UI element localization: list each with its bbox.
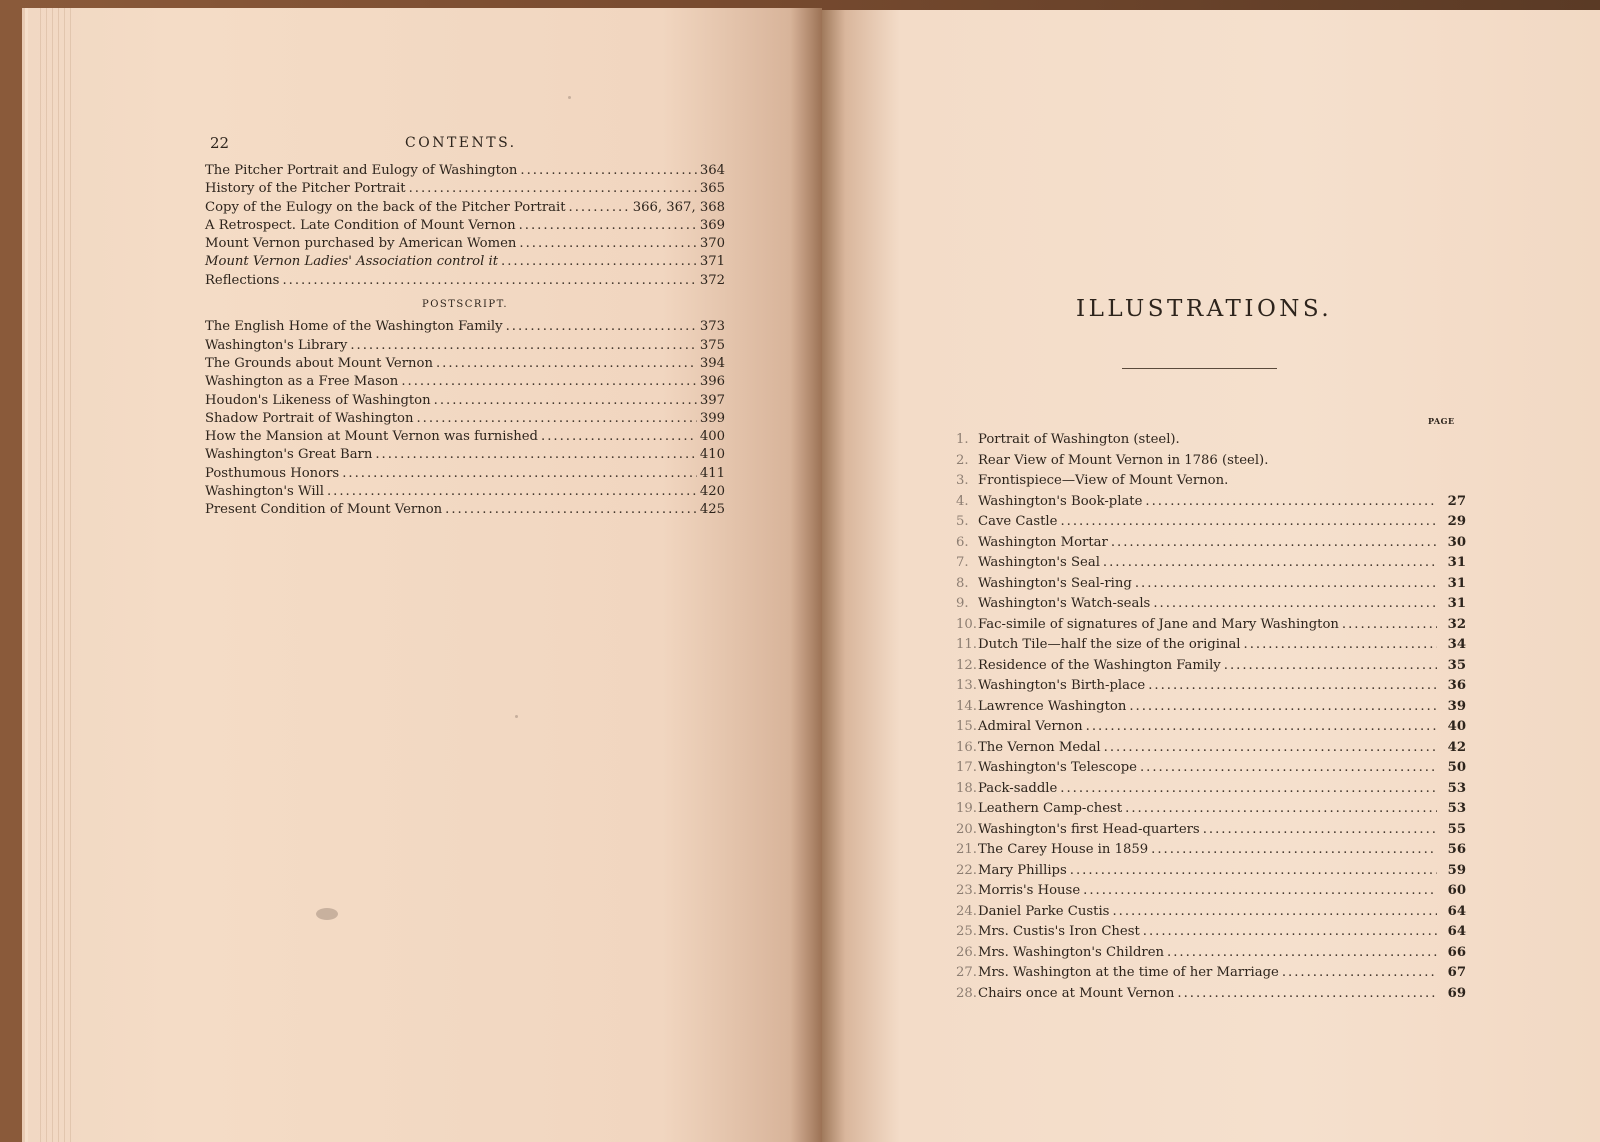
- illustration-title: Washington's Telescope: [978, 760, 1137, 775]
- toc-entry-page: 411: [699, 465, 725, 481]
- illustration-number: 21.: [956, 842, 977, 857]
- illustration-entry: [956, 922, 1466, 943]
- illustration-number: 19.: [956, 801, 977, 816]
- toc-entry-title: The Pitcher Portrait and Eulogy of Washington: [205, 163, 518, 178]
- toc-entry-title: The Grounds about Mount Vernon: [205, 355, 433, 371]
- dot-leader: [1111, 533, 1437, 554]
- dot-leader: [1143, 922, 1437, 943]
- illustration-entry: [956, 594, 1466, 615]
- illustration-entry: [956, 717, 1466, 738]
- illustration-entry: [956, 451, 1466, 472]
- illustration-entry: [956, 492, 1466, 513]
- toc-entry-title: Mount Vernon purchased by American Women: [205, 236, 517, 252]
- illustration-number: 7.: [956, 555, 969, 570]
- illustration-title: Washington's Watch-seals: [978, 596, 1151, 611]
- illustration-title: Washington Mortar: [978, 534, 1108, 550]
- illustration-number: 17.: [956, 760, 977, 775]
- toc-entry: [205, 483, 725, 501]
- toc-entry: [205, 180, 725, 198]
- dot-leader: [1129, 697, 1437, 718]
- dot-leader: [1282, 963, 1437, 984]
- dot-leader: [1224, 656, 1437, 677]
- running-head: CONTENTS.: [405, 135, 517, 151]
- illustration-title: Chairs once at Mount Vernon: [978, 985, 1175, 1001]
- dot-leader: [1103, 553, 1437, 574]
- toc-entry: [205, 318, 725, 336]
- illustration-title: Washington's Birth-place: [978, 678, 1146, 693]
- dot-leader: [501, 253, 697, 271]
- illustration-number: 8.: [956, 575, 969, 591]
- illustration-entry: [956, 963, 1466, 984]
- dot-leader: [434, 392, 697, 410]
- dot-leader: [1244, 635, 1437, 656]
- illustration-title: Rear View of Mount Vernon in 1786 (steel).: [978, 452, 1269, 468]
- illustration-number: 2.: [956, 452, 969, 468]
- toc-entry: [205, 217, 725, 235]
- dot-leader: [1083, 881, 1437, 902]
- illustration-number: 9.: [956, 596, 969, 611]
- illustration-title: Pack-saddle: [978, 780, 1058, 796]
- contents-list: [205, 162, 725, 290]
- dot-leader: [1125, 799, 1437, 820]
- illustration-entry: [956, 430, 1466, 451]
- illustration-page: 27: [1447, 493, 1466, 509]
- illustration-number: 13.: [956, 678, 977, 693]
- dot-leader: [375, 446, 696, 464]
- illustration-title: Daniel Parke Custis: [978, 903, 1110, 919]
- toc-entry-title: Copy of the Eulogy on the back of the Pitcher Portrait: [205, 199, 566, 215]
- toc-entry: [205, 162, 725, 180]
- dot-leader: [541, 428, 697, 446]
- postscript-list: [205, 318, 725, 519]
- dot-leader: [1145, 492, 1437, 513]
- dot-leader: [416, 410, 696, 428]
- illustration-page: 31: [1447, 555, 1466, 570]
- illustration-number: 4.: [956, 493, 969, 509]
- paper-speck: [515, 715, 518, 718]
- illustration-title: Dutch Tile—half the size of the original: [978, 637, 1241, 652]
- paper-speck: [316, 908, 338, 920]
- heading-rule: [1122, 368, 1277, 369]
- toc-entry-page: 369: [699, 217, 725, 233]
- illustration-page: 50: [1447, 760, 1466, 775]
- illustration-entry: [956, 635, 1466, 656]
- contents-section: [205, 128, 725, 520]
- dot-leader: [506, 318, 697, 336]
- illustration-title: Washington's Book-plate: [978, 493, 1143, 509]
- dot-leader: [1153, 594, 1437, 615]
- illustration-number: 1.: [956, 432, 969, 447]
- toc-entry-page: 364: [699, 163, 725, 178]
- illustration-entry: [956, 820, 1466, 841]
- dot-leader: [1060, 779, 1437, 800]
- toc-entry-page: 410: [699, 447, 725, 463]
- illustration-entry: [956, 553, 1466, 574]
- toc-entry-page: 373: [699, 319, 725, 335]
- illustration-entry: [956, 861, 1466, 882]
- illustration-entry: [956, 758, 1466, 779]
- illustration-number: 25.: [956, 924, 977, 939]
- paper-speck: [568, 96, 571, 99]
- illustration-number: 24.: [956, 903, 977, 919]
- illustration-title: Fac-simile of signatures of Jane and Mary Washington: [978, 616, 1339, 632]
- dot-leader: [282, 272, 696, 290]
- illustration-number: 18.: [956, 780, 977, 796]
- toc-entry-page: 371: [699, 254, 725, 270]
- illustration-number: 22.: [956, 862, 977, 878]
- illustration-page: 66: [1447, 944, 1466, 960]
- illustration-entry: [956, 881, 1466, 902]
- dot-leader: [1086, 717, 1437, 738]
- toc-entry-page: 400: [699, 429, 725, 445]
- illustration-entry: [956, 676, 1466, 697]
- illustration-page: 29: [1447, 514, 1466, 529]
- toc-entry-title: How the Mansion at Mount Vernon was furnished: [205, 429, 538, 445]
- page-column-label: PAGE: [1428, 416, 1455, 426]
- illustration-number: 11.: [956, 637, 977, 652]
- illustration-title: Admiral Vernon: [978, 719, 1083, 734]
- toc-entry: [205, 501, 725, 519]
- illustration-title: Residence of the Washington Family: [978, 657, 1221, 673]
- illustration-title: Washington's Seal: [978, 555, 1100, 570]
- illustration-title: Washington's Seal-ring: [978, 575, 1132, 591]
- illustration-entry: [956, 984, 1466, 1005]
- dot-leader: [1177, 984, 1437, 1005]
- dot-leader: [519, 217, 697, 235]
- toc-entry-title: Washington's Library: [205, 337, 348, 353]
- toc-entry: [205, 355, 725, 373]
- dot-leader: [342, 465, 697, 483]
- illustration-page: 64: [1447, 924, 1466, 939]
- illustration-page: 40: [1447, 719, 1466, 734]
- toc-entry-title: Washington's Will: [205, 484, 324, 500]
- toc-entry-title: Houdon's Likeness of Washington: [205, 392, 431, 408]
- page-number: 22: [210, 134, 230, 152]
- toc-entry-title: A Retrospect. Late Condition of Mount Vernon: [205, 217, 516, 233]
- illustration-title: Mary Phillips: [978, 862, 1067, 878]
- illustrations-heading: ILLUSTRATIONS.: [1076, 296, 1333, 322]
- illustration-number: 26.: [956, 944, 977, 960]
- toc-entry: [205, 410, 725, 428]
- illustration-number: 10.: [956, 616, 977, 632]
- dot-leader: [1104, 738, 1437, 759]
- illustration-entry: [956, 738, 1466, 759]
- illustration-entry: [956, 799, 1466, 820]
- illustration-entry: [956, 512, 1466, 533]
- toc-entry: [205, 373, 725, 391]
- dot-leader: [1135, 574, 1437, 595]
- illustration-page: 59: [1447, 862, 1466, 878]
- illustration-page: 30: [1447, 534, 1466, 550]
- toc-entry: [205, 235, 725, 253]
- illustration-number: 20.: [956, 821, 977, 837]
- illustration-page: 64: [1447, 903, 1466, 919]
- toc-entry-page: 425: [699, 502, 725, 518]
- dot-leader: [1167, 943, 1437, 964]
- toc-entry-title: Present Condition of Mount Vernon: [205, 502, 443, 518]
- illustration-entry: [956, 656, 1466, 677]
- illustration-page: 42: [1447, 739, 1466, 755]
- toc-entry: [205, 465, 725, 483]
- illustration-page: 32: [1447, 616, 1466, 632]
- illustration-number: 15.: [956, 719, 977, 734]
- toc-entry-page: 397: [699, 392, 725, 408]
- toc-entry-page: 372: [699, 272, 725, 288]
- illustration-title: Mrs. Washington at the time of her Marriage: [978, 965, 1279, 980]
- illustration-page: 53: [1447, 780, 1466, 796]
- illustration-page: 31: [1447, 596, 1466, 611]
- dot-leader: [350, 337, 696, 355]
- dot-leader: [519, 235, 696, 253]
- illustrations-list: [956, 430, 1466, 1004]
- toc-entry-page: 399: [699, 410, 725, 426]
- toc-entry-title: Reflections: [205, 272, 280, 288]
- dot-leader: [1070, 861, 1437, 882]
- dot-leader: [1151, 840, 1437, 861]
- illustration-page: 36: [1447, 678, 1466, 693]
- illustration-entry: [956, 533, 1466, 554]
- illustration-number: 12.: [956, 657, 977, 673]
- left-page-header: [205, 128, 725, 162]
- toc-entry-page: 394: [699, 355, 725, 371]
- dot-leader: [445, 501, 697, 519]
- toc-entry-title: The English Home of the Washington Family: [205, 319, 503, 335]
- toc-entry-title: Washington as a Free Mason: [205, 374, 399, 390]
- dot-leader: [1342, 615, 1437, 636]
- dot-leader: [1112, 902, 1437, 923]
- illustration-entry: [956, 697, 1466, 718]
- dot-leader: [436, 355, 697, 373]
- illustration-number: 28.: [956, 985, 977, 1001]
- illustration-number: 6.: [956, 534, 969, 550]
- illustration-number: 27.: [956, 965, 977, 980]
- toc-entry-title: History of the Pitcher Portrait: [205, 181, 406, 197]
- illustration-entry: [956, 574, 1466, 595]
- illustration-entry: [956, 943, 1466, 964]
- dot-leader: [1060, 512, 1437, 533]
- postscript-heading: POSTSCRIPT.: [421, 299, 509, 311]
- illustration-page: 56: [1447, 842, 1466, 857]
- illustration-number: 3.: [956, 473, 969, 488]
- illustration-number: 23.: [956, 883, 977, 898]
- toc-entry-page: 375: [699, 337, 725, 353]
- toc-entry: [205, 253, 725, 271]
- illustration-title: Lawrence Washington: [978, 698, 1127, 714]
- toc-entry-title: Mount Vernon Ladies' Association control it: [205, 254, 499, 270]
- illustration-page: 69: [1447, 985, 1466, 1001]
- illustration-title: Mrs. Custis's Iron Chest: [978, 924, 1140, 939]
- toc-entry-page: 370: [699, 236, 725, 252]
- dot-leader: [401, 373, 697, 391]
- illustration-title: Morris's House: [978, 883, 1081, 898]
- illustration-entry: [956, 840, 1466, 861]
- toc-entry: [205, 428, 725, 446]
- illustration-title: Frontispiece—View of Mount Vernon.: [978, 473, 1229, 488]
- illustration-page: 53: [1447, 801, 1466, 816]
- toc-entry-page: 366, 367, 368: [632, 199, 725, 215]
- illustration-page: 55: [1447, 821, 1466, 837]
- toc-entry-page: 396: [699, 374, 725, 390]
- toc-entry: [205, 337, 725, 355]
- illustration-title: Mrs. Washington's Children: [978, 944, 1165, 960]
- illustration-entry: [956, 615, 1466, 636]
- dot-leader: [327, 483, 697, 501]
- illustration-number: 14.: [956, 698, 977, 714]
- dot-leader: [569, 199, 630, 217]
- illustration-title: Washington's first Head-quarters: [978, 821, 1200, 837]
- toc-entry: [205, 199, 725, 217]
- illustration-page: 35: [1447, 657, 1466, 673]
- illustration-entry: [956, 902, 1466, 923]
- illustration-page: 34: [1447, 637, 1466, 652]
- illustration-entry: [956, 779, 1466, 800]
- illustration-number: 16.: [956, 739, 977, 755]
- illustration-title: Cave Castle: [978, 514, 1058, 529]
- dot-leader: [409, 180, 697, 198]
- toc-entry: [205, 392, 725, 410]
- illustration-page: 31: [1447, 575, 1466, 591]
- dot-leader: [520, 162, 696, 180]
- illustration-entry: [956, 471, 1466, 492]
- toc-entry: [205, 272, 725, 290]
- toc-entry-page: 420: [699, 484, 725, 500]
- illustration-title: The Vernon Medal: [978, 739, 1101, 755]
- illustration-page: 67: [1447, 965, 1466, 980]
- illustration-page: 39: [1447, 698, 1466, 714]
- dot-leader: [1140, 758, 1437, 779]
- illustration-title: The Carey House in 1859: [978, 842, 1149, 857]
- toc-entry-title: Posthumous Honors: [205, 465, 340, 481]
- illustration-title: Portrait of Washington (steel).: [978, 432, 1180, 447]
- toc-entry-title: Washington's Great Barn: [205, 447, 373, 463]
- toc-entry: [205, 446, 725, 464]
- toc-entry-page: 365: [699, 181, 725, 197]
- dot-leader: [1148, 676, 1437, 697]
- dot-leader: [1203, 820, 1437, 841]
- illustration-title: Leathern Camp-chest: [978, 801, 1123, 816]
- illustration-page: 60: [1447, 883, 1466, 898]
- illustration-number: 5.: [956, 514, 969, 529]
- toc-entry-title: Shadow Portrait of Washington: [205, 410, 414, 426]
